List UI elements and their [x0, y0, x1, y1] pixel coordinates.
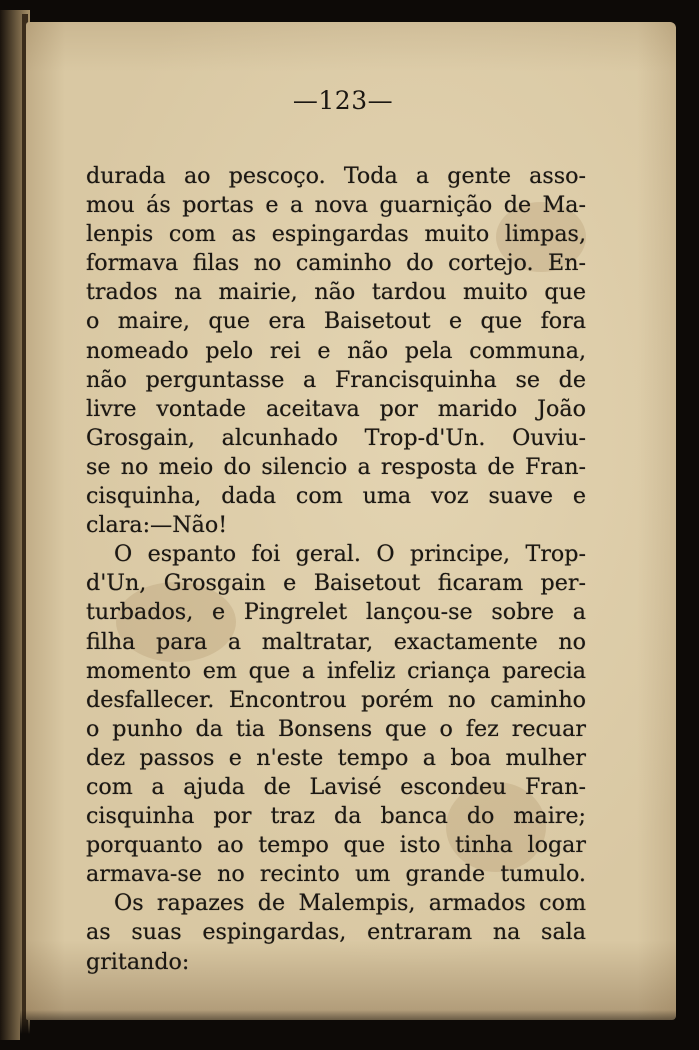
text-line: desfallecer. Encontrou porém no caminho	[86, 686, 586, 713]
text-line: d'Un, Grosgain e Baisetout ficaram per-	[86, 570, 586, 597]
text-line: formava filas no caminho do cortejo. En-	[86, 250, 586, 277]
text-line: livre vontade aceitava por marido João	[86, 395, 586, 422]
text-line: momento em que a infeliz criança parecia	[86, 657, 586, 684]
text-line: o punho da tia Bonsens que o fez recuar	[86, 715, 586, 742]
text-line: lenpis com as espingardas muito limpas,	[86, 221, 586, 248]
text-line: Grosgain, alcunhado Trop-d'Un. Ouviu-	[86, 424, 586, 451]
text-line: o maire, que era Baisetout e que fora	[86, 308, 586, 335]
text-line: cisquinha por traz da banca do maire;	[86, 803, 586, 830]
page-number: —123—	[292, 86, 394, 115]
text-line: gritando:	[86, 948, 190, 975]
text-line: O espanto foi geral. O principe, Trop-	[114, 541, 586, 568]
text-line: dez passos e n'este tempo a boa mulher	[86, 744, 586, 771]
text-line: armava-se no recinto um grande tumulo.	[86, 861, 586, 888]
text-line: durada ao pescoço. Toda a gente asso-	[86, 163, 586, 189]
text-line: mou ás portas e a nova guarnição de Ma-	[86, 192, 586, 219]
text-line: trados na mairie, não tardou muito que	[86, 279, 586, 306]
text-line: turbados, e Pingrelet lançou-se sobre a	[86, 599, 586, 626]
text-line: com a ajuda de Lavisé escondeu Fran-	[86, 773, 586, 800]
text-line: cisquinha, dada com uma voz suave e	[86, 483, 586, 510]
book-page	[26, 22, 676, 1020]
text-line: se no meio do silencio a resposta de Fran-	[86, 453, 586, 480]
page-bottom-shadow	[20, 1010, 699, 1050]
text-line: filha para a maltratar, exactamente no	[86, 628, 586, 655]
text-line: clara:—Não!	[86, 512, 228, 539]
text-line: Os rapazes de Malempis, armados com	[114, 890, 586, 917]
text-line: as suas espingardas, entraram na sala	[86, 919, 586, 946]
text-line: porquanto ao tempo que isto tinha logar	[86, 832, 586, 859]
body-text	[86, 162, 586, 977]
text-line: nomeado pelo rei e não pela communa,	[86, 337, 586, 364]
text-line: não perguntasse a Francisquinha se de	[86, 366, 586, 393]
